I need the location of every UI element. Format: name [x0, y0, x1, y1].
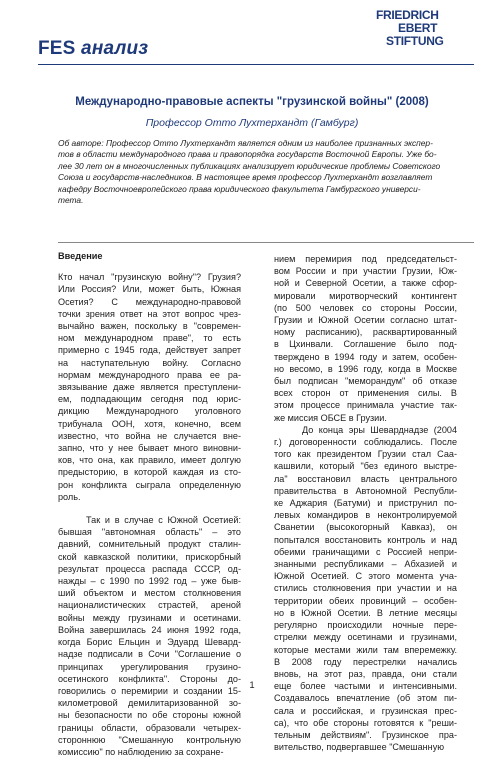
- text-line: вительство, подвергавшее "Смешанную: [274, 742, 445, 753]
- publication-title: [38, 38, 148, 60]
- text-line: роль.: [58, 491, 81, 502]
- text-line: Южной Осетией. С этого момента уча-: [274, 571, 457, 582]
- about-line: Об авторе: Профессор Отто Лухтерхандт является одним из наиболее признанных экспер-: [58, 138, 433, 148]
- text-line: ла" восстановил власть центрального: [274, 473, 457, 484]
- text-line: националистических страстей, ареной: [58, 600, 241, 611]
- text-line: того как президентом Грузии стал Саа-: [274, 449, 457, 460]
- article-title: Международно-правовые аспекты "грузинской войны" (2008): [75, 96, 429, 108]
- publication-analiz: анализ: [81, 38, 149, 59]
- page-header: [0, 0, 504, 62]
- page-number: 1: [249, 680, 255, 691]
- text-line: территории обеих провинций – особен-: [274, 595, 457, 606]
- text-line: Создавалось впечатление (об этом пи-: [274, 693, 457, 704]
- text-line: ской кавказской политики, прискорбный: [58, 551, 241, 562]
- text-line: рон конфликта сыграла определенную: [58, 479, 241, 490]
- text-line: войны между грузинами и осетинами.: [58, 612, 241, 623]
- about-line: лее 30 лет он в многочисленных публикациях анализирует юридические проблемы Советского: [58, 160, 441, 171]
- text-line: Грузии и Южной Осетии согласно штат-: [274, 315, 457, 326]
- text-line: известно, что война не случается вне-: [58, 430, 241, 441]
- right-paragraph-2: [274, 424, 457, 753]
- text-line: са), что обе стороны готовятся к "реши-: [274, 717, 457, 728]
- paragraph-gap: [58, 503, 241, 514]
- text-line: ем, подпадающим сегодня под юрис-: [58, 394, 241, 405]
- about-line: кафедру Восточноевропейского права юридического факультета Гамбургского универси-: [58, 183, 421, 194]
- text-line: давний, сомнительный продукт сталин-: [58, 539, 241, 550]
- text-line: обеими граничащими с Россией непри-: [274, 546, 457, 557]
- text-line: звязывание даже является преступлени-: [58, 382, 241, 393]
- text-line: точки зрения ответ на этот вопрос чрез-: [58, 308, 241, 319]
- text-line: трибунала ООН, хотя, конечно, всем: [58, 418, 241, 429]
- header-divider: [38, 64, 474, 65]
- about-line: Союза и государств-наследников. В настоящее время профессор Лухтерхандт возглавляет: [58, 172, 433, 183]
- text-line: Или Россия? Или, может быть, Южная: [58, 284, 241, 295]
- text-line: границы области, образовали четырех-: [58, 722, 241, 733]
- about-line: тета.: [58, 195, 84, 206]
- right-paragraph-1: [274, 253, 457, 424]
- text-line: осетинского конфликта". Стороны до-: [58, 673, 241, 684]
- text-line: результат процесса распада СССР, од-: [58, 563, 241, 574]
- text-line: еще более частыми и интенсивными.: [274, 681, 457, 692]
- text-line: стороннюю "Смешанную контрольную: [58, 734, 241, 745]
- text-line: был подписан "меморандум" об отказе: [274, 376, 457, 387]
- text-line: вновь, на этот раз, правда, они стали: [274, 668, 457, 679]
- text-line: Война завершилась 24 июня 1992 года,: [58, 624, 241, 635]
- text-line: предысторию, в которой каждая из сто-: [58, 467, 241, 478]
- text-line: Кто начал "грузинскую войну"? Грузия?: [58, 272, 241, 283]
- left-paragraph-1: [58, 271, 241, 503]
- text-line: кашвили, который "без единого выстре-: [274, 461, 457, 472]
- text-line: Так и в случае с Южной Осетией:: [86, 515, 241, 526]
- logo-line-3: STIFTUNG: [386, 34, 444, 48]
- text-line: г.) договоренности соблюдались. После: [274, 437, 457, 448]
- text-line: на наступательную войну. Согласно: [58, 357, 241, 368]
- text-line: тверждено в 1994 году и затем, особен-: [274, 351, 457, 362]
- text-line: всех сторон от применения силы. В: [274, 388, 457, 399]
- text-line: нием перемирия под председательст-: [274, 254, 457, 264]
- text-line: мировали миротворческий контингент: [274, 290, 457, 301]
- text-line: этом процессе принимала участие так-: [274, 400, 457, 411]
- text-line: ший объектом и местом столкновения: [58, 588, 241, 599]
- text-line: же миссия ОБСЕ в Грузии.: [274, 412, 387, 423]
- logo-line-2: EBERT: [398, 21, 438, 35]
- text-line: нажды – с 1990 по 1992 год – уже быв-: [58, 576, 241, 587]
- text-line: Осетия? С международно-правовой: [58, 296, 241, 307]
- text-line: километровой демилитаризованной зо-: [58, 698, 241, 709]
- text-line: знанными республиками – Абхазией и: [274, 559, 457, 570]
- text-line: комиссию" по наблюдению за сохране-: [58, 746, 224, 757]
- text-line: До конца эры Шеварднадзе (2004: [302, 424, 457, 435]
- text-line: ной и Северной Осетии, а также сфор-: [274, 278, 457, 289]
- text-line: надзе подписали в Сочи "Соглашение о: [58, 649, 241, 660]
- text-line: запно, что у нее бывает много виновни-: [58, 443, 241, 454]
- text-line: но в Южной Осетии. В летние месяцы: [274, 607, 457, 618]
- text-line: говорились о перемирии и создании 15-: [58, 685, 241, 696]
- text-line: дикцию Международного уголовного: [58, 406, 241, 417]
- text-line: сала и российская, и грузинская прес-: [274, 705, 457, 716]
- text-line: примерно с 1945 года, действует запрет: [58, 345, 241, 356]
- text-line: ке Аджария (Батуми) и приструнил по-: [274, 498, 457, 509]
- text-line: но весомо, в 1996 году, когда в Москве: [274, 363, 457, 374]
- text-line: В 2008 году перестрелки начались: [274, 656, 457, 667]
- text-line: принципах урегулирования грузино-: [58, 661, 241, 672]
- text-line: бывшая "автономная область" – это: [58, 527, 241, 538]
- text-line: правительства в Автономной Республи-: [274, 485, 457, 496]
- text-line: ны безопасности по обе стороны южной: [58, 710, 241, 721]
- article-author: Профессор Отто Лухтерхандт (Гамбург): [145, 117, 359, 129]
- text-line: когда Борис Ельцин и Эдуард Шевард-: [58, 637, 241, 648]
- text-line: вом России и при участии Грузии, Юж-: [274, 266, 457, 277]
- text-line: которые местами жили там вперемежку.: [274, 644, 457, 655]
- section-heading: Введение: [58, 251, 103, 261]
- section-divider: [58, 242, 474, 243]
- right-column: [274, 253, 457, 753]
- text-line: (по 500 человек со стороны России,: [274, 302, 457, 313]
- left-paragraph-2: [58, 514, 241, 758]
- text-line: в Цхинвали. Соглашение было под-: [274, 339, 457, 350]
- text-line: левых командиров в неконтролируемой: [274, 510, 457, 521]
- logo-line-1: FRIEDRICH: [376, 8, 439, 22]
- text-line: попытался восстановить контроль и над: [274, 534, 457, 545]
- text-line: вычайно важен, поскольку в "современ-: [58, 321, 241, 332]
- text-line: ному расписанию), расквартированный: [274, 327, 457, 338]
- text-line: стились столкновения при участии и на: [274, 583, 457, 594]
- text-line: стрелки между осетинами и грузинами,: [274, 632, 457, 643]
- text-line: тельным действиям". Грузинское пра-: [274, 729, 457, 740]
- publication-fes: FES: [38, 38, 76, 59]
- about-author: [58, 138, 474, 206]
- text-line: нормам международного права ее ра-: [58, 369, 241, 380]
- text-line: ном международном праве", то есть: [58, 333, 241, 344]
- text-line: ков, что она, как правило, имеет долгую: [58, 455, 241, 466]
- text-line: Сванетии (высокогорный Кавказ), он: [274, 522, 457, 533]
- text-line: регулярно происходили ночные пере-: [274, 620, 457, 631]
- about-line: тов в области международного права и правопорядка государств Восточной Европы. Уже бо-: [58, 149, 437, 160]
- friedrich-ebert-stiftung-logo: [376, 9, 472, 65]
